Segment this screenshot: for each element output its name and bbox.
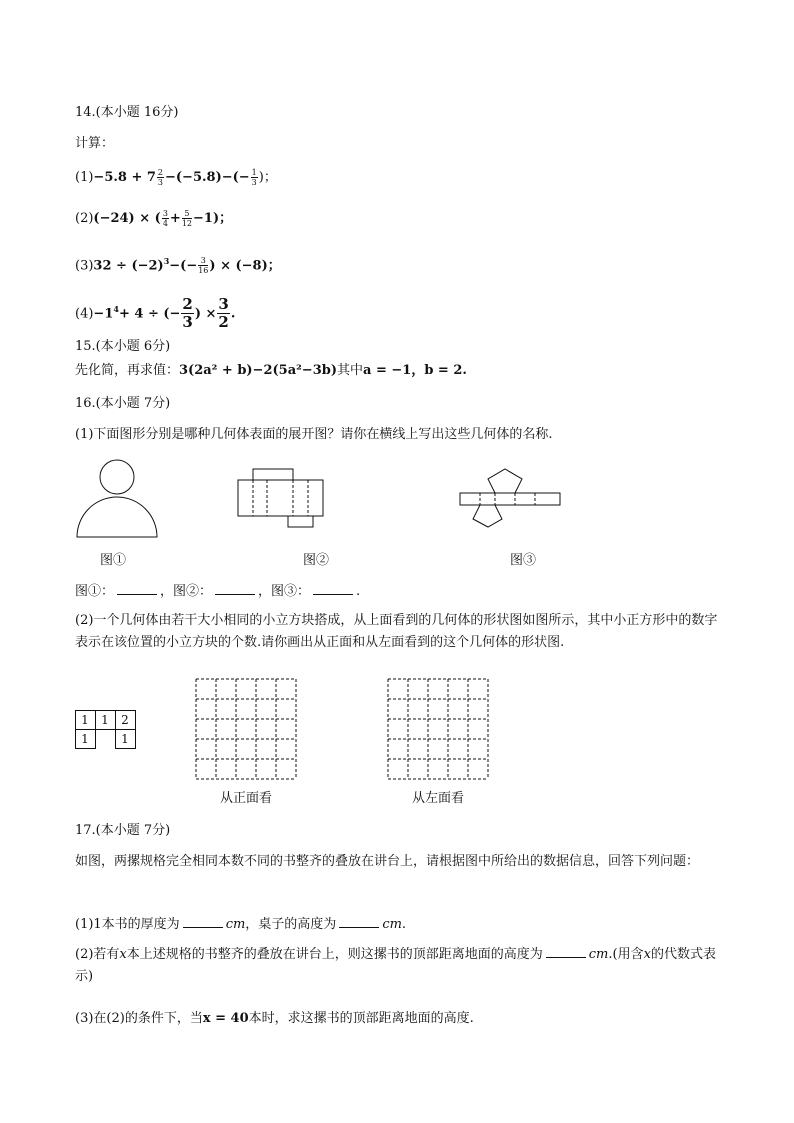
fraction: $\frac{3}{2}$ bbox=[218, 295, 229, 332]
q16-header: 16.(本小题 7分) bbox=[75, 396, 171, 411]
cube-count: 1 bbox=[81, 713, 89, 727]
answer-blank[interactable] bbox=[313, 582, 353, 595]
q16-part1: (1)下面图形分别是哪种几何体表面的展开图？请你在横线上写出这些几何体的名称. bbox=[75, 427, 553, 442]
fraction: $\frac{2}{3}$ bbox=[182, 295, 193, 332]
cube-count: 2 bbox=[121, 713, 129, 727]
fraction: $\frac{5}{12}$ bbox=[181, 209, 192, 228]
q14-part3: $(3)32 \div (-2)^3-(-$ $\frac{3}{16}$ ) × (−8)； bbox=[75, 256, 281, 276]
nets-figures bbox=[70, 455, 570, 540]
q14-part4: $(4)-1^4+ 4$ ÷ (− $\frac{2}{3}$ ) × $\frac{3}{2}$ . bbox=[75, 295, 236, 332]
q17-part1: (1)1本书的厚度为 cm，桌子的高度为 cm. bbox=[75, 917, 407, 932]
fraction: $\frac{3}{16}$ bbox=[198, 256, 209, 276]
front-view-grid[interactable] bbox=[195, 678, 299, 782]
q16-part2: (2)一个几何体由若干大小相同的小立方块搭成，从上面看到的几何体的形状图如图所示，其中小正方形中的数字表示在该位置的小立方块的个数.请你画出从正面和从左面看到的这个几何体的形状图. bbox=[75, 613, 718, 650]
pentagonal-prism-net bbox=[460, 469, 560, 527]
answer-blank[interactable] bbox=[183, 915, 223, 928]
q14-header: 14.(本小题 16分) bbox=[75, 105, 179, 120]
answer-blank[interactable] bbox=[215, 582, 255, 595]
front-view-label: 从正面看 bbox=[219, 791, 272, 806]
q17-part3: (3)在(2)的条件下，当x = 40本时，求这摞书的顶部距离地面的高度. bbox=[75, 1011, 474, 1026]
top-view-grid bbox=[75, 710, 137, 750]
q16-answer-line: 图①： ，图②： ，图③： . bbox=[75, 584, 361, 599]
fraction: $\frac{3}{4}$ bbox=[162, 209, 168, 228]
cone-net bbox=[77, 460, 157, 537]
fraction: $\frac{2}{3}$ bbox=[157, 168, 164, 187]
q17-header: 17.(本小题 7分) bbox=[75, 823, 171, 838]
cuboid-net bbox=[238, 469, 323, 527]
q15-header: 15.(本小题 6分) bbox=[75, 339, 171, 354]
fig-label-2: 图② bbox=[302, 553, 329, 568]
answer-blank[interactable] bbox=[117, 582, 157, 595]
left-view-grid[interactable] bbox=[387, 678, 491, 782]
cube-count: 1 bbox=[121, 732, 129, 746]
fraction: $\frac{1}{3}$ bbox=[251, 168, 257, 187]
answer-blank[interactable] bbox=[546, 945, 586, 958]
fig-label-1: 图① bbox=[99, 553, 126, 568]
q17-part2: (2)若有x本上述规格的书整齐的叠放在讲台上，则这摞书的顶部距离地面的高度为 cm.(用含x的代数式表示) bbox=[75, 947, 716, 984]
fig-label-3: 图③ bbox=[509, 553, 536, 568]
q14-part2: (2)(−24) × ( $\frac{3}{4}$ + $\frac{5}{12}$ −1)； bbox=[75, 209, 233, 228]
q15-body: 先化简，再求值：3(2a² + b)−2(5a²−3b)其中a = −1，b = 2. bbox=[75, 363, 467, 378]
q14-part1: (1)−5.8 + 7 $\frac{2}{3}$ −(−5.8)−(− $\frac{1}{3}$ )； bbox=[75, 168, 277, 187]
q17-intro: 如图，两摞规格完全相同本数不同的书整齐的叠放在讲台上，请根据图中所给出的数据信息，回答下列问题： bbox=[75, 854, 700, 869]
left-view-label: 从左面看 bbox=[411, 791, 464, 806]
cube-count: 1 bbox=[101, 713, 109, 727]
cube-count: 1 bbox=[81, 732, 89, 746]
answer-blank[interactable] bbox=[339, 915, 379, 928]
q14-intro: 计算： bbox=[75, 136, 115, 151]
